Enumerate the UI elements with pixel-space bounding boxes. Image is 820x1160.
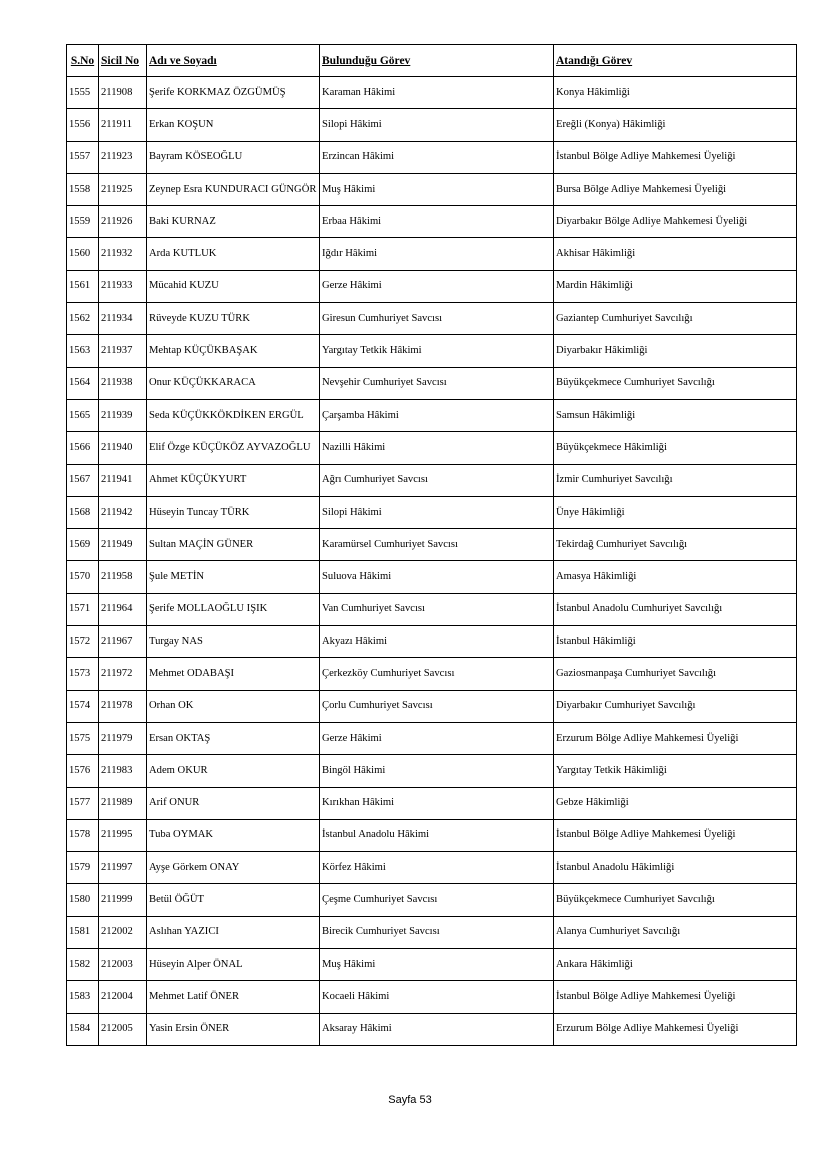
cell-sicil-no: 212004 xyxy=(99,981,147,1013)
cell-assigned-position: Diyarbakır Hâkimliği xyxy=(554,335,797,367)
cell-current-position: Gerze Hâkimi xyxy=(320,270,554,302)
cell-sno: 1558 xyxy=(67,173,99,205)
cell-name: Arif ONUR xyxy=(147,787,320,819)
cell-sno: 1566 xyxy=(67,432,99,464)
cell-current-position: Karaman Hâkimi xyxy=(320,77,554,109)
cell-current-position: Ağrı Cumhuriyet Savcısı xyxy=(320,464,554,496)
cell-sno: 1574 xyxy=(67,690,99,722)
table-row xyxy=(67,367,797,399)
table-row xyxy=(67,206,797,238)
cell-current-position: Karamürsel Cumhuriyet Savcısı xyxy=(320,529,554,561)
cell-name: Hüseyin Alper ÖNAL xyxy=(147,949,320,981)
header-sno: S.No xyxy=(67,45,99,77)
table-row xyxy=(67,852,797,884)
cell-current-position: Akyazı Hâkimi xyxy=(320,626,554,658)
cell-sno: 1578 xyxy=(67,819,99,851)
cell-name: Mehmet ODABAŞI xyxy=(147,658,320,690)
cell-assigned-position: İstanbul Hâkimliği xyxy=(554,626,797,658)
cell-current-position: Kocaeli Hâkimi xyxy=(320,981,554,1013)
cell-current-position: Körfez Hâkimi xyxy=(320,852,554,884)
cell-sno: 1565 xyxy=(67,399,99,431)
cell-current-position: Suluova Hâkimi xyxy=(320,561,554,593)
cell-assigned-position: Amasya Hâkimliği xyxy=(554,561,797,593)
cell-name: Orhan OK xyxy=(147,690,320,722)
cell-assigned-position: Mardin Hâkimliği xyxy=(554,270,797,302)
cell-assigned-position: Yargıtay Tetkik Hâkimliği xyxy=(554,755,797,787)
cell-name: Şerife MOLLAOĞLU IŞIK xyxy=(147,593,320,625)
cell-current-position: Muş Hâkimi xyxy=(320,173,554,205)
table-row xyxy=(67,981,797,1013)
cell-sno: 1584 xyxy=(67,1013,99,1045)
cell-sno: 1579 xyxy=(67,852,99,884)
cell-current-position: Silopi Hâkimi xyxy=(320,109,554,141)
table-row xyxy=(67,819,797,851)
cell-assigned-position: Akhisar Hâkimliği xyxy=(554,238,797,270)
page-number: Sayfa 53 xyxy=(388,1094,432,1106)
table-header-row xyxy=(67,45,797,77)
cell-sicil-no: 211979 xyxy=(99,722,147,754)
cell-assigned-position: Erzurum Bölge Adliye Mahkemesi Üyeliği xyxy=(554,1013,797,1045)
cell-assigned-position: Konya Hâkimliği xyxy=(554,77,797,109)
cell-sicil-no: 211995 xyxy=(99,819,147,851)
cell-current-position: Bingöl Hâkimi xyxy=(320,755,554,787)
cell-name: Mehtap KÜÇÜKBAŞAK xyxy=(147,335,320,367)
cell-name: Betül ÖĞÜT xyxy=(147,884,320,916)
cell-name: Turgay NAS xyxy=(147,626,320,658)
cell-current-position: Çerkezköy Cumhuriyet Savcısı xyxy=(320,658,554,690)
table-row xyxy=(67,335,797,367)
cell-sicil-no: 211925 xyxy=(99,173,147,205)
cell-assigned-position: Alanya Cumhuriyet Savcılığı xyxy=(554,916,797,948)
cell-sicil-no: 211941 xyxy=(99,464,147,496)
cell-assigned-position: Ünye Hâkimliği xyxy=(554,496,797,528)
cell-assigned-position: İstanbul Anadolu Cumhuriyet Savcılığı xyxy=(554,593,797,625)
cell-assigned-position: İzmir Cumhuriyet Savcılığı xyxy=(554,464,797,496)
table-row xyxy=(67,722,797,754)
cell-assigned-position: Ereğli (Konya) Hâkimliği xyxy=(554,109,797,141)
cell-name: Sultan MAÇİN GÜNER xyxy=(147,529,320,561)
table-row xyxy=(67,464,797,496)
cell-sno: 1556 xyxy=(67,109,99,141)
table-row xyxy=(67,109,797,141)
cell-sicil-no: 212002 xyxy=(99,916,147,948)
cell-name: Arda KUTLUK xyxy=(147,238,320,270)
cell-sicil-no: 211942 xyxy=(99,496,147,528)
cell-sicil-no: 211997 xyxy=(99,852,147,884)
table-row xyxy=(67,1013,797,1045)
cell-current-position: Muş Hâkimi xyxy=(320,949,554,981)
cell-current-position: Silopi Hâkimi xyxy=(320,496,554,528)
cell-sno: 1567 xyxy=(67,464,99,496)
cell-current-position: Iğdır Hâkimi xyxy=(320,238,554,270)
cell-assigned-position: Bursa Bölge Adliye Mahkemesi Üyeliği xyxy=(554,173,797,205)
cell-sno: 1581 xyxy=(67,916,99,948)
cell-sicil-no: 211934 xyxy=(99,303,147,335)
cell-name: Ersan OKTAŞ xyxy=(147,722,320,754)
table-row xyxy=(67,561,797,593)
cell-sno: 1562 xyxy=(67,303,99,335)
cell-name: Onur KÜÇÜKKARACA xyxy=(147,367,320,399)
cell-sicil-no: 211926 xyxy=(99,206,147,238)
cell-current-position: Çeşme Cumhuriyet Savcısı xyxy=(320,884,554,916)
cell-sno: 1577 xyxy=(67,787,99,819)
cell-name: Ayşe Görkem ONAY xyxy=(147,852,320,884)
cell-sicil-no: 211958 xyxy=(99,561,147,593)
table-row xyxy=(67,399,797,431)
cell-current-position: Giresun Cumhuriyet Savcısı xyxy=(320,303,554,335)
cell-assigned-position: Ankara Hâkimliği xyxy=(554,949,797,981)
cell-assigned-position: Gebze Hâkimliği xyxy=(554,787,797,819)
table-row xyxy=(67,496,797,528)
table-row xyxy=(67,626,797,658)
table-row xyxy=(67,238,797,270)
cell-sicil-no: 211938 xyxy=(99,367,147,399)
cell-name: Seda KÜÇÜKKÖKDİKEN ERGÜL xyxy=(147,399,320,431)
cell-name: Baki KURNAZ xyxy=(147,206,320,238)
cell-current-position: Kırıkhan Hâkimi xyxy=(320,787,554,819)
cell-assigned-position: İstanbul Bölge Adliye Mahkemesi Üyeliği xyxy=(554,819,797,851)
cell-current-position: Erbaa Hâkimi xyxy=(320,206,554,238)
cell-sno: 1555 xyxy=(67,77,99,109)
cell-sicil-no: 211967 xyxy=(99,626,147,658)
cell-assigned-position: İstanbul Bölge Adliye Mahkemesi Üyeliği xyxy=(554,141,797,173)
cell-name: Zeynep Esra KUNDURACI GÜNGÖR xyxy=(147,173,320,205)
cell-current-position: Yargıtay Tetkik Hâkimi xyxy=(320,335,554,367)
cell-sno: 1559 xyxy=(67,206,99,238)
cell-sicil-no: 211978 xyxy=(99,690,147,722)
cell-assigned-position: Büyükçekmece Cumhuriyet Savcılığı xyxy=(554,884,797,916)
cell-current-position: Aksaray Hâkimi xyxy=(320,1013,554,1045)
cell-assigned-position: Gaziantep Cumhuriyet Savcılığı xyxy=(554,303,797,335)
cell-assigned-position: İstanbul Anadolu Hâkimliği xyxy=(554,852,797,884)
cell-sno: 1572 xyxy=(67,626,99,658)
cell-sicil-no: 211911 xyxy=(99,109,147,141)
cell-name: Mehmet Latif ÖNER xyxy=(147,981,320,1013)
cell-current-position: Çorlu Cumhuriyet Savcısı xyxy=(320,690,554,722)
cell-sicil-no: 211999 xyxy=(99,884,147,916)
cell-name: Rüveyde KUZU TÜRK xyxy=(147,303,320,335)
table-row xyxy=(67,303,797,335)
table-row xyxy=(67,787,797,819)
cell-sicil-no: 211949 xyxy=(99,529,147,561)
cell-sno: 1568 xyxy=(67,496,99,528)
header-assigned-position: Atandığı Görev xyxy=(554,45,797,77)
cell-current-position: Birecik Cumhuriyet Savcısı xyxy=(320,916,554,948)
cell-sno: 1570 xyxy=(67,561,99,593)
table-row xyxy=(67,916,797,948)
table-row xyxy=(67,690,797,722)
cell-name: Şerife KORKMAZ ÖZGÜMÜŞ xyxy=(147,77,320,109)
cell-sicil-no: 211989 xyxy=(99,787,147,819)
table-row xyxy=(67,270,797,302)
cell-name: Mücahid KUZU xyxy=(147,270,320,302)
cell-current-position: Van Cumhuriyet Savcısı xyxy=(320,593,554,625)
cell-sicil-no: 211908 xyxy=(99,77,147,109)
cell-sno: 1583 xyxy=(67,981,99,1013)
cell-sicil-no: 212003 xyxy=(99,949,147,981)
cell-current-position: Nazilli Hâkimi xyxy=(320,432,554,464)
cell-sno: 1557 xyxy=(67,141,99,173)
cell-name: Hüseyin Tuncay TÜRK xyxy=(147,496,320,528)
cell-assigned-position: Büyükçekmece Cumhuriyet Savcılığı xyxy=(554,367,797,399)
cell-sno: 1576 xyxy=(67,755,99,787)
cell-name: Erkan KOŞUN xyxy=(147,109,320,141)
table-row xyxy=(67,432,797,464)
cell-assigned-position: Erzurum Bölge Adliye Mahkemesi Üyeliği xyxy=(554,722,797,754)
cell-sno: 1573 xyxy=(67,658,99,690)
cell-sno: 1582 xyxy=(67,949,99,981)
cell-name: Tuba OYMAK xyxy=(147,819,320,851)
cell-sno: 1563 xyxy=(67,335,99,367)
cell-name: Şule METİN xyxy=(147,561,320,593)
cell-sicil-no: 211972 xyxy=(99,658,147,690)
cell-name: Elif Özge KÜÇÜKÖZ AYVAZOĞLU xyxy=(147,432,320,464)
table-row xyxy=(67,593,797,625)
cell-current-position: İstanbul Anadolu Hâkimi xyxy=(320,819,554,851)
table-row xyxy=(67,141,797,173)
table-row xyxy=(67,77,797,109)
cell-name: Bayram KÖSEOĞLU xyxy=(147,141,320,173)
cell-name: Yasin Ersin ÖNER xyxy=(147,1013,320,1045)
cell-sicil-no: 211933 xyxy=(99,270,147,302)
cell-sicil-no: 211939 xyxy=(99,399,147,431)
header-name: Adı ve Soyadı xyxy=(147,45,320,77)
cell-sno: 1564 xyxy=(67,367,99,399)
cell-assigned-position: Gaziosmanpaşa Cumhuriyet Savcılığı xyxy=(554,658,797,690)
cell-sno: 1575 xyxy=(67,722,99,754)
cell-assigned-position: Diyarbakır Bölge Adliye Mahkemesi Üyeliği xyxy=(554,206,797,238)
cell-name: Adem OKUR xyxy=(147,755,320,787)
cell-sno: 1571 xyxy=(67,593,99,625)
cell-sicil-no: 211932 xyxy=(99,238,147,270)
cell-assigned-position: İstanbul Bölge Adliye Mahkemesi Üyeliği xyxy=(554,981,797,1013)
cell-assigned-position: Diyarbakır Cumhuriyet Savcılığı xyxy=(554,690,797,722)
table-row xyxy=(67,658,797,690)
table-row xyxy=(67,173,797,205)
table-row xyxy=(67,884,797,916)
cell-current-position: Erzincan Hâkimi xyxy=(320,141,554,173)
cell-sicil-no: 211937 xyxy=(99,335,147,367)
cell-current-position: Çarşamba Hâkimi xyxy=(320,399,554,431)
cell-sno: 1580 xyxy=(67,884,99,916)
table-row xyxy=(67,949,797,981)
cell-sicil-no: 211964 xyxy=(99,593,147,625)
cell-sno: 1560 xyxy=(67,238,99,270)
header-current-position: Bulunduğu Görev xyxy=(320,45,554,77)
cell-sicil-no: 211940 xyxy=(99,432,147,464)
table-body xyxy=(67,77,797,1046)
header-sicil-no: Sicil No xyxy=(99,45,147,77)
cell-sno: 1561 xyxy=(67,270,99,302)
appointments-table xyxy=(66,44,797,1046)
cell-name: Aslıhan YAZICI xyxy=(147,916,320,948)
cell-sicil-no: 211923 xyxy=(99,141,147,173)
cell-current-position: Nevşehir Cumhuriyet Savcısı xyxy=(320,367,554,399)
cell-assigned-position: Büyükçekmece Hâkimliği xyxy=(554,432,797,464)
cell-sicil-no: 212005 xyxy=(99,1013,147,1045)
cell-sicil-no: 211983 xyxy=(99,755,147,787)
cell-assigned-position: Tekirdağ Cumhuriyet Savcılığı xyxy=(554,529,797,561)
cell-name: Ahmet KÜÇÜKYURT xyxy=(147,464,320,496)
table-row xyxy=(67,529,797,561)
cell-current-position: Gerze Hâkimi xyxy=(320,722,554,754)
table-row xyxy=(67,755,797,787)
cell-assigned-position: Samsun Hâkimliği xyxy=(554,399,797,431)
cell-sno: 1569 xyxy=(67,529,99,561)
